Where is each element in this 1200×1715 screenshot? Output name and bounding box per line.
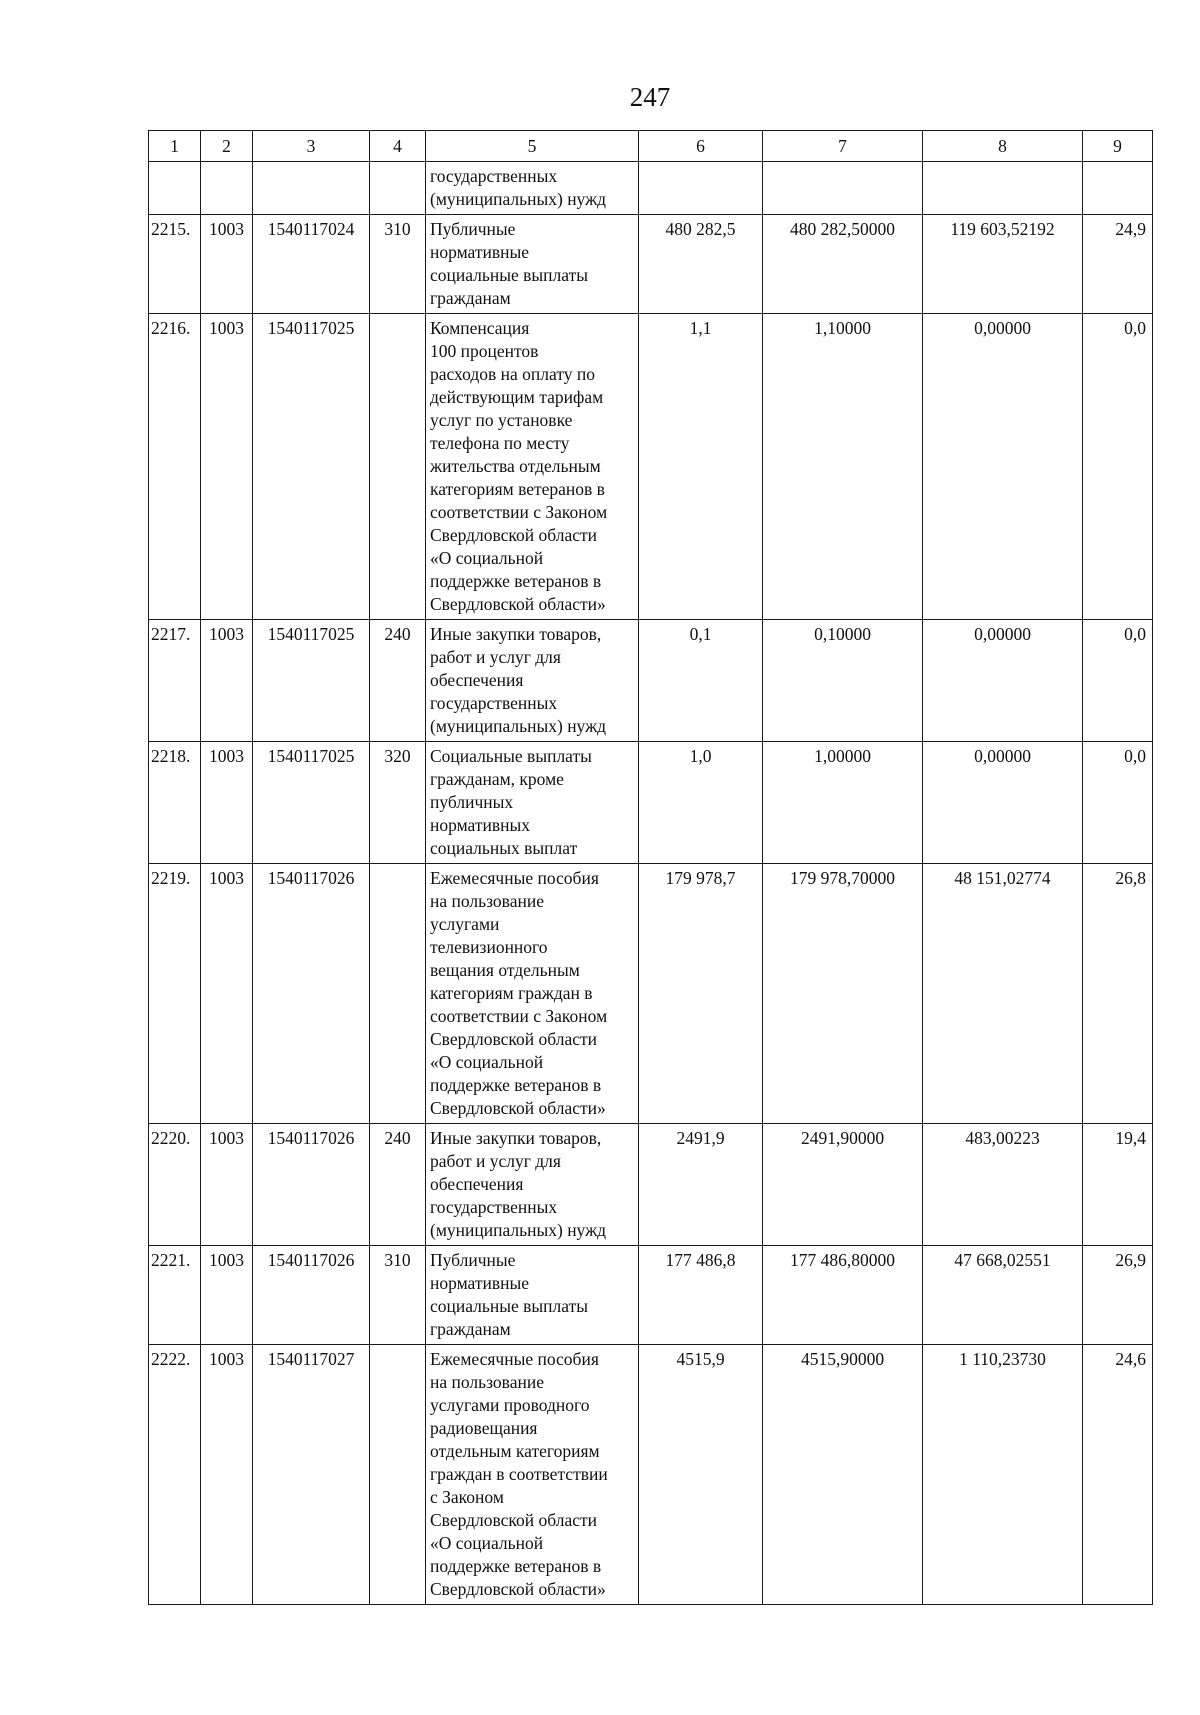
column-header: 1 xyxy=(149,131,201,162)
text-line: действующим тарифам xyxy=(430,387,604,407)
plan-amount-cell: 2491,9 xyxy=(639,1124,763,1246)
target-code-cell: 1540117025 xyxy=(253,314,370,620)
text-line: соответствии с Законом xyxy=(430,1006,608,1026)
target-code-cell: 1540117026 xyxy=(253,1124,370,1246)
text-line: публичных xyxy=(430,792,514,812)
expense-type-cell: 240 xyxy=(370,1124,426,1246)
executed-amount-cell: 48 151,02774 xyxy=(923,864,1083,1124)
text-line: услугами проводного xyxy=(430,1395,590,1415)
column-header: 7 xyxy=(763,131,923,162)
row-number-cell: 2216. xyxy=(149,314,201,620)
text-line: обеспечения xyxy=(430,1174,524,1194)
executed-amount-cell: 47 668,02551 xyxy=(923,1246,1083,1345)
text-line: услуг по установке xyxy=(430,410,573,430)
text-line: гражданам xyxy=(430,288,511,308)
approved-amount-cell: 480 282,50000 xyxy=(763,215,923,314)
text-line: телевизионного xyxy=(430,937,548,957)
table-row xyxy=(149,1345,1153,1605)
description-cell xyxy=(426,215,639,314)
section-code-cell: 1003 xyxy=(201,864,253,1124)
empty-cell xyxy=(639,162,763,215)
target-code-cell: 1540117024 xyxy=(253,215,370,314)
empty-cell xyxy=(763,162,923,215)
text-line: Социальные выплаты xyxy=(430,746,592,766)
executed-amount-cell: 119 603,52192 xyxy=(923,215,1083,314)
text-line: поддержке ветеранов в xyxy=(430,1075,602,1095)
text-line: категориям граждан в xyxy=(430,983,593,1003)
percent-cell: 24,6 xyxy=(1083,1345,1153,1605)
plan-amount-cell: 480 282,5 xyxy=(639,215,763,314)
target-code-cell: 1540117026 xyxy=(253,1246,370,1345)
empty-cell xyxy=(253,162,370,215)
text-line: категориям ветеранов в xyxy=(430,479,605,499)
approved-amount-cell: 177 486,80000 xyxy=(763,1246,923,1345)
section-code-cell: 1003 xyxy=(201,215,253,314)
text-line: «О социальной xyxy=(430,548,544,568)
row-number-cell: 2217. xyxy=(149,620,201,742)
expense-type-cell: 320 xyxy=(370,742,426,864)
approved-amount-cell: 1,00000 xyxy=(763,742,923,864)
carryover-text xyxy=(426,162,639,215)
header-row xyxy=(149,131,1153,162)
budget-table xyxy=(148,130,1153,1605)
plan-amount-cell: 179 978,7 xyxy=(639,864,763,1124)
text-line: Компенсация xyxy=(430,318,530,338)
text-line: Иные закупки товаров, xyxy=(430,624,602,644)
text-line: на пользование xyxy=(430,1372,544,1392)
column-header: 5 xyxy=(426,131,639,162)
text-line: соответствии с Законом xyxy=(430,502,608,522)
plan-amount-cell: 177 486,8 xyxy=(639,1246,763,1345)
row-number-cell: 2218. xyxy=(149,742,201,864)
row-number-cell: 2219. xyxy=(149,864,201,1124)
text-line: Свердловской области» xyxy=(430,1098,606,1118)
text-line: Публичные xyxy=(430,219,516,239)
empty-cell xyxy=(370,162,426,215)
column-header: 2 xyxy=(201,131,253,162)
description-cell xyxy=(426,864,639,1124)
text-line: государственных xyxy=(430,693,558,713)
executed-amount-cell: 0,00000 xyxy=(923,620,1083,742)
column-header: 9 xyxy=(1083,131,1153,162)
section-code-cell: 1003 xyxy=(201,314,253,620)
text-line: поддержке ветеранов в xyxy=(430,571,602,591)
expense-type-cell xyxy=(370,1345,426,1605)
section-code-cell: 1003 xyxy=(201,1124,253,1246)
text-line: нормативных xyxy=(430,815,531,835)
plan-amount-cell: 0,1 xyxy=(639,620,763,742)
description-cell xyxy=(426,1345,639,1605)
description-cell xyxy=(426,742,639,864)
empty-cell xyxy=(1083,162,1153,215)
text-line: вещания отдельным xyxy=(430,960,580,980)
table-row xyxy=(149,620,1153,742)
text-line: Свердловской области xyxy=(430,525,598,545)
executed-amount-cell: 483,00223 xyxy=(923,1124,1083,1246)
text-line: Свердловской области» xyxy=(430,1579,606,1599)
text-line: Публичные xyxy=(430,1250,516,1270)
section-code-cell: 1003 xyxy=(201,1345,253,1605)
percent-cell: 24,9 xyxy=(1083,215,1153,314)
empty-cell xyxy=(201,162,253,215)
text-line: (муниципальных) нужд xyxy=(430,189,607,209)
target-code-cell: 1540117025 xyxy=(253,620,370,742)
text-line: социальные выплаты xyxy=(430,1296,588,1316)
text-line: социальных выплат xyxy=(430,838,578,858)
executed-amount-cell: 1 110,23730 xyxy=(923,1345,1083,1605)
text-line: 100 процентов xyxy=(430,341,539,361)
text-line: «О социальной xyxy=(430,1052,544,1072)
description-cell xyxy=(426,620,639,742)
empty-cell xyxy=(149,162,201,215)
text-line: социальные выплаты xyxy=(430,265,588,285)
approved-amount-cell: 0,10000 xyxy=(763,620,923,742)
percent-cell: 0,0 xyxy=(1083,314,1153,620)
text-line: с Законом xyxy=(430,1487,504,1507)
plan-amount-cell: 1,1 xyxy=(639,314,763,620)
text-line: граждан в соответствии xyxy=(430,1464,608,1484)
percent-cell: 0,0 xyxy=(1083,742,1153,864)
empty-cell xyxy=(923,162,1083,215)
text-line: обеспечения xyxy=(430,670,524,690)
text-line: услугами xyxy=(430,914,500,934)
text-line: государственных xyxy=(430,166,558,186)
text-line: Ежемесячные пособия xyxy=(430,1349,599,1369)
text-line: (муниципальных) нужд xyxy=(430,716,607,736)
text-line: нормативные xyxy=(430,242,530,262)
row-number-cell: 2215. xyxy=(149,215,201,314)
table-row xyxy=(149,1124,1153,1246)
text-line: гражданам xyxy=(430,1319,511,1339)
text-line: «О социальной xyxy=(430,1533,544,1553)
text-line: Свердловской области» xyxy=(430,594,606,614)
text-line: гражданам, кроме xyxy=(430,769,564,789)
text-line: Свердловской области xyxy=(430,1510,598,1530)
approved-amount-cell: 1,10000 xyxy=(763,314,923,620)
table-row xyxy=(149,864,1153,1124)
page-number: 247 xyxy=(629,82,671,112)
carryover-row xyxy=(149,162,1153,215)
text-line: (муниципальных) нужд xyxy=(430,1220,607,1240)
percent-cell: 19,4 xyxy=(1083,1124,1153,1246)
approved-amount-cell: 4515,90000 xyxy=(763,1345,923,1605)
expense-type-cell xyxy=(370,314,426,620)
text-line: работ и услуг для xyxy=(430,647,561,667)
section-code-cell: 1003 xyxy=(201,742,253,864)
target-code-cell: 1540117025 xyxy=(253,742,370,864)
target-code-cell: 1540117027 xyxy=(253,1345,370,1605)
percent-cell: 26,9 xyxy=(1083,1246,1153,1345)
text-line: работ и услуг для xyxy=(430,1151,561,1171)
row-number-cell: 2222. xyxy=(149,1345,201,1605)
text-line: радиовещания xyxy=(430,1418,538,1438)
expense-type-cell: 240 xyxy=(370,620,426,742)
text-line: поддержке ветеранов в xyxy=(430,1556,602,1576)
expense-type-cell xyxy=(370,864,426,1124)
column-header: 6 xyxy=(639,131,763,162)
description-cell xyxy=(426,1246,639,1345)
executed-amount-cell: 0,00000 xyxy=(923,742,1083,864)
row-number-cell: 2220. xyxy=(149,1124,201,1246)
text-line: отдельным категориям xyxy=(430,1441,600,1461)
expense-type-cell: 310 xyxy=(370,1246,426,1345)
executed-amount-cell: 0,00000 xyxy=(923,314,1083,620)
description-cell xyxy=(426,314,639,620)
row-number-cell: 2221. xyxy=(149,1246,201,1345)
text-line: нормативные xyxy=(430,1273,530,1293)
table-row xyxy=(149,215,1153,314)
expense-type-cell: 310 xyxy=(370,215,426,314)
text-line: Ежемесячные пособия xyxy=(430,868,599,888)
target-code-cell: 1540117026 xyxy=(253,864,370,1124)
approved-amount-cell: 179 978,70000 xyxy=(763,864,923,1124)
plan-amount-cell: 1,0 xyxy=(639,742,763,864)
description-cell xyxy=(426,1124,639,1246)
approved-amount-cell: 2491,90000 xyxy=(763,1124,923,1246)
section-code-cell: 1003 xyxy=(201,1246,253,1345)
column-header: 3 xyxy=(253,131,370,162)
column-header: 4 xyxy=(370,131,426,162)
plan-amount-cell: 4515,9 xyxy=(639,1345,763,1605)
table-row xyxy=(149,1246,1153,1345)
text-line: жительства отдельным xyxy=(430,456,601,476)
text-line: Свердловской области xyxy=(430,1029,598,1049)
percent-cell: 0,0 xyxy=(1083,620,1153,742)
table-row xyxy=(149,314,1153,620)
text-line: Иные закупки товаров, xyxy=(430,1128,602,1148)
text-line: телефона по месту xyxy=(430,433,570,453)
text-line: расходов на оплату по xyxy=(430,364,596,384)
column-header: 8 xyxy=(923,131,1083,162)
text-line: государственных xyxy=(430,1197,558,1217)
text-line: на пользование xyxy=(430,891,544,911)
table-row xyxy=(149,742,1153,864)
percent-cell: 26,8 xyxy=(1083,864,1153,1124)
section-code-cell: 1003 xyxy=(201,620,253,742)
